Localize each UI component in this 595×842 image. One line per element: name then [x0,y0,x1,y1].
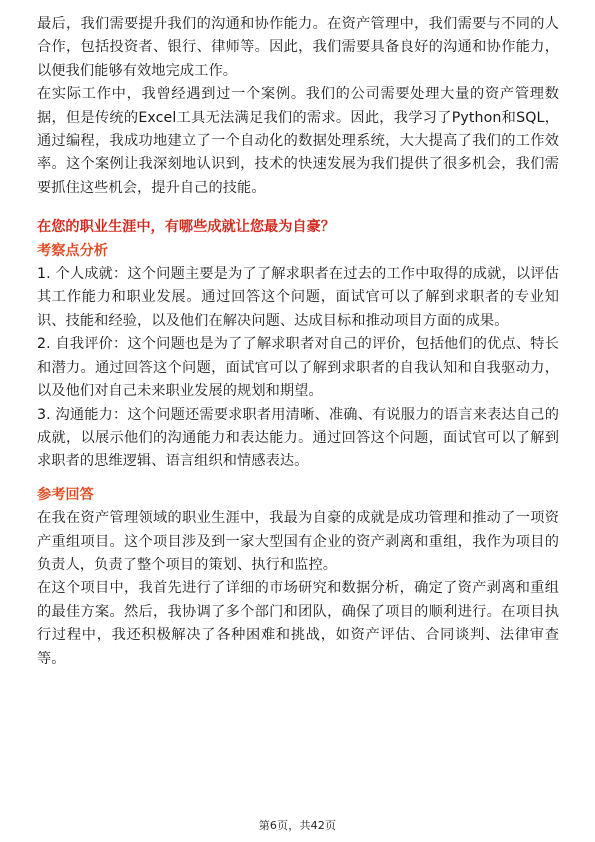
page-number: 第6页，共42页 [258,819,337,832]
analysis-heading: 考察点分析 [37,242,108,259]
intro-paragraph-1: 最后，我们需要提升我们的沟通和协作能力。在资产管理中，我们需要与不同的人合作，包括投资者、银行、律师等。因此，我们需要具备良好的沟通和协作能力，以便我们能够有效地完成工作。 [37,16,559,79]
answer-heading: 参考回答 [37,486,94,503]
answer-paragraph-1: 在我在资产管理领域的职业生涯中，我最为自豪的成就是成功管理和推动了一项资产重组项目。这个项目涉及到一家大型国有企业的资产剥离和重组，我作为项目的负责人，负责了整个项目的策划、执行和监控。 [37,510,559,573]
intro-paragraph-2: 在实际工作中，我曾经遇到过一个案例。我们的公司需要处理大量的资产管理数据，但是传统的Excel工具无法满足我们的需求。因此，我学习了Python和SQL，通过编程，我成功地建立了一个自动化的数据处理系统，大大提高了我们的工作效率。这个案例让我深刻地认识到，技术的快速发展为我们提供了很多机会，我们需要抓住这些机会，提升自己的技能。 [37,86,559,196]
analysis-point-2: 2. 自我评价：这个问题也是为了了解求职者对自己的评价，包括他们的优点、特长和潜力。通过回答这个问题，面试官可以了解到求职者的自我认知和自我驱动力，以及他们对自己未来职业发展的规划和期望。 [37,336,559,400]
answer-paragraph-2: 在这个项目中，我首先进行了详细的市场研究和数据分析，确定了资产剥离和重组的最佳方案。然后，我协调了多个部门和团队，确保了项目的顺利进行。在项目执行过程中，我还积极解决了各种困难和挑战，如资产评估、合同谈判、法律审查等。 [37,580,559,667]
analysis-point-3: 3. 沟通能力：这个问题还需要求职者用清晰、准确、有说服力的语言来表达自己的成就，以展示他们的沟通能力和表达能力。通过回答这个问题，面试官可以了解到求职者的思维逻辑、语言组织和情感表达。 [37,406,559,470]
interview-question: 在您的职业生涯中，有哪些成就让您最为自豪？ [37,219,335,236]
document-page [37,13,559,671]
analysis-point-1: 1. 个人成就：这个问题主要是为了了解求职者在过去的工作中取得的成就，以评估其工作能力和职业发展。通过回答这个问题，面试官可以了解到求职者的专业知识、技能和经验，以及他们在解决问题、达成目标和推动项目方面的成果。 [37,266,559,329]
